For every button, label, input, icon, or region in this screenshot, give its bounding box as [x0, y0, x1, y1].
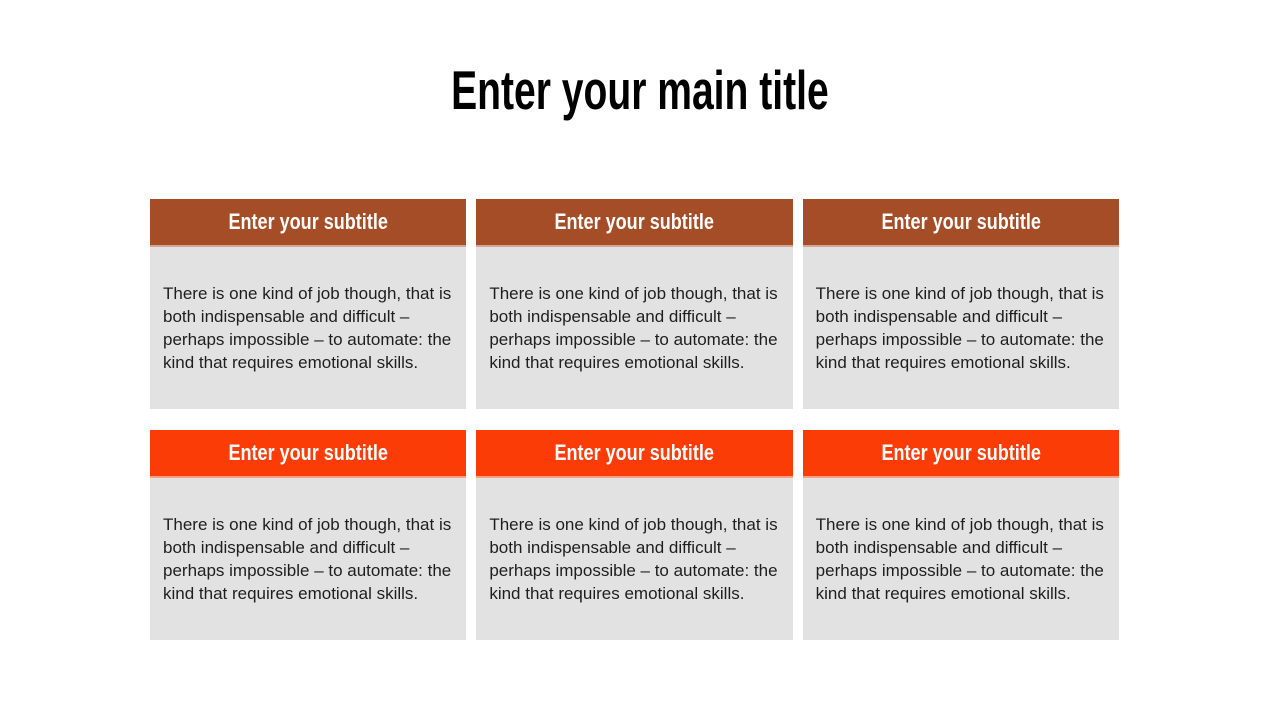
card-subtitle-header[interactable]	[803, 199, 1119, 247]
card-body[interactable]	[150, 478, 466, 640]
card-subtitle-text: Enter your subtitle	[228, 209, 388, 234]
card-subtitle-header[interactable]	[476, 199, 792, 247]
card-body-text: There is one kind of job though, that is both indispensable and difficult – perhaps impossible – to automate: the kind that requires emotional skills.	[489, 284, 778, 372]
cards-grid	[150, 199, 1119, 640]
card-body[interactable]	[476, 478, 792, 640]
card	[476, 430, 792, 640]
card-body[interactable]	[150, 247, 466, 409]
card-subtitle-header[interactable]	[150, 199, 466, 247]
card-body[interactable]	[803, 247, 1119, 409]
card-body-text: There is one kind of job though, that is both indispensable and difficult – perhaps impossible – to automate: the kind that requires emotional skills.	[815, 284, 1104, 372]
card	[150, 199, 466, 409]
card-body[interactable]	[476, 247, 792, 409]
card-body[interactable]	[803, 478, 1119, 640]
card-subtitle-text: Enter your subtitle	[881, 209, 1041, 234]
card-subtitle-header[interactable]	[803, 430, 1119, 478]
card-subtitle-header[interactable]	[150, 430, 466, 478]
card	[803, 430, 1119, 640]
card-subtitle-text: Enter your subtitle	[881, 440, 1041, 465]
card	[476, 199, 792, 409]
main-title-text: Enter your main title	[451, 59, 829, 121]
card-body-text: There is one kind of job though, that is both indispensable and difficult – perhaps impossible – to automate: the kind that requires emotional skills.	[163, 284, 452, 372]
card-body-text: There is one kind of job though, that is both indispensable and difficult – perhaps impossible – to automate: the kind that requires emotional skills.	[163, 515, 452, 603]
card-subtitle-text: Enter your subtitle	[554, 440, 715, 465]
card-body-text: There is one kind of job though, that is both indispensable and difficult – perhaps impossible – to automate: the kind that requires emotional skills.	[815, 515, 1104, 603]
card-body-text: There is one kind of job though, that is both indispensable and difficult – perhaps impossible – to automate: the kind that requires emotional skills.	[489, 515, 778, 603]
card	[150, 430, 466, 640]
main-title[interactable]	[0, 59, 1280, 121]
card-subtitle-text: Enter your subtitle	[228, 440, 388, 465]
card-subtitle-header[interactable]	[476, 430, 792, 478]
card-subtitle-text: Enter your subtitle	[554, 209, 715, 234]
card	[803, 199, 1119, 409]
